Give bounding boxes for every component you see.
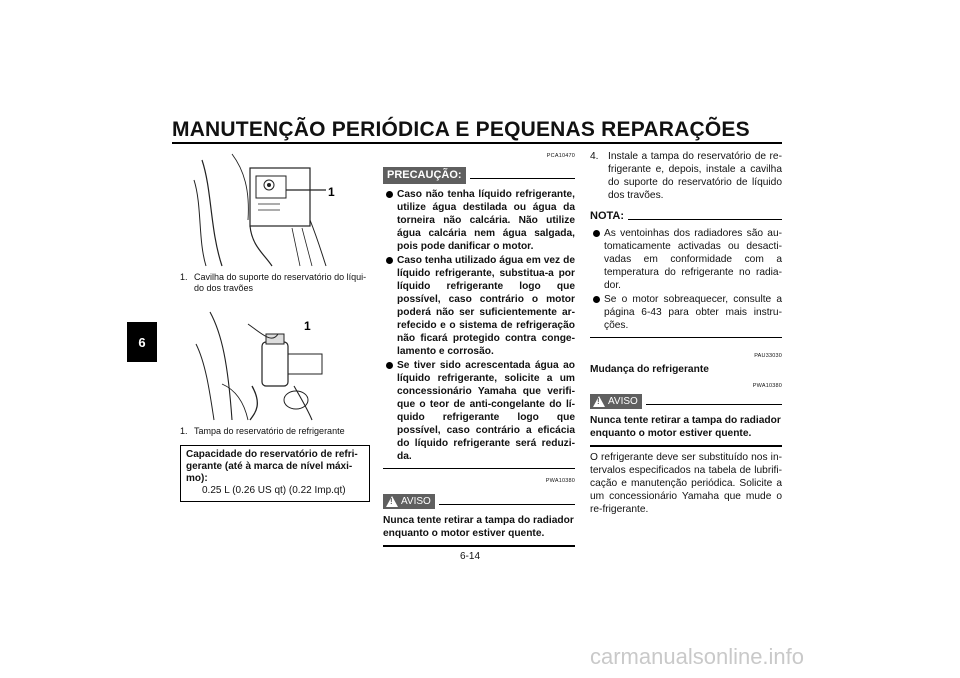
figure2-caption-num: 1. xyxy=(180,426,188,436)
nota-heading-line xyxy=(628,219,782,220)
coolant-capacity-box xyxy=(180,445,370,502)
warning2-label: AVISO xyxy=(608,396,638,407)
figure2-callout: 1 xyxy=(304,319,311,333)
figure-brake-reservoir-bolt xyxy=(192,150,342,268)
coolant-change-paragraph: O refrigerante deve ser substituído nos in-tervalos especificados na tabela de lubrifi-cação e manutenção periódica. Solicite a um concessionário Yamaha que mude o re-frigerante. xyxy=(590,452,782,515)
warning2-heading xyxy=(590,394,782,409)
right-column xyxy=(590,150,782,516)
caution-code: PCA10470 xyxy=(546,153,575,159)
nota-end-rule xyxy=(590,337,782,338)
spec-title: Capacidade do reservatório de refri-gerante (até à marca de nível máxi-mo): xyxy=(186,449,358,484)
figure1-caption-text: Cavilha do suporte do reservatório do líqui-do dos travões xyxy=(194,272,367,293)
caution-end-rule xyxy=(383,468,575,469)
caution-heading-line xyxy=(470,178,575,179)
caution-item: Se tiver sido acrescentada água ao líquido refrigerante, solicite a um concessionário Yamaha que verifi-que o teor de anti-congelante do lí-quido refrigerante logo que possível, caso contrário a eficácia do líquido refrigerante será reduzi-da. xyxy=(383,359,575,463)
step-4-text: Instale a tampa do reservatório de re-frigerante e, depois, instale a cavilha do suporte do reservatório de líquido dos travões. xyxy=(608,151,782,201)
warning1-badge xyxy=(383,494,435,509)
warning1-text: Nunca tente retirar a tampa do radiador enquanto o motor estiver quente. xyxy=(383,515,574,539)
warning2-heading-line xyxy=(646,404,782,405)
figure1-callout: 1 xyxy=(328,185,335,199)
caution-list xyxy=(383,188,575,463)
spec-value: 0.25 L (0.26 US qt) (0.22 Imp.qt) xyxy=(202,485,346,496)
section-code: PAU33030 xyxy=(754,353,782,359)
left-column xyxy=(180,150,370,502)
step-4 xyxy=(590,150,782,202)
warning-triangle-icon: ! xyxy=(386,496,398,507)
warning1-end-rule xyxy=(383,545,575,547)
warning1-code: PWA10380 xyxy=(545,478,575,484)
warning2-end-rule xyxy=(590,445,782,447)
figure1-caption xyxy=(180,272,370,294)
page-title: MANUTENÇÃO PERIÓDICA E PEQUENAS REPARAÇÕES xyxy=(172,118,750,141)
warning1-label: AVISO xyxy=(401,496,431,507)
warning-triangle-icon: ! xyxy=(593,396,605,407)
nota-item: Se o motor sobreaquecer, consulte a página 6-43 para obter mais instru-ções. xyxy=(590,293,782,332)
nota-list xyxy=(590,227,782,332)
figure-coolant-reservoir-cap xyxy=(192,304,342,422)
chapter-tab: 6 xyxy=(127,322,157,362)
caution-item: Caso não tenha líquido refrigerante, utilize água destilada ou água da torneira não calcária. Não utilize água calcária nem água salgada, pois pode danificar o motor. xyxy=(383,188,575,253)
caution-label: PRECAUÇÃO: xyxy=(383,167,466,184)
section-title: Mudança do refrigerante xyxy=(590,364,709,375)
nota-heading xyxy=(590,210,782,223)
figure2-caption xyxy=(180,426,370,437)
caution-heading xyxy=(383,167,575,184)
warning1-heading xyxy=(383,494,575,509)
warning2-code: PWA10380 xyxy=(752,383,782,389)
watermark: carmanualsonline.info xyxy=(590,644,805,669)
title-rule xyxy=(172,142,782,144)
middle-column xyxy=(383,150,575,551)
warning2-badge xyxy=(590,394,642,409)
figure1-caption-num: 1. xyxy=(180,272,188,282)
figure2-caption-text: Tampa do reservatório de refrigerante xyxy=(194,426,345,436)
caution-item: Caso tenha utilizado água em vez de líquido refrigerante, substitua-a por líquido refrigerante logo que possível, caso contrário o motor poderá não ser suficientemente ar-refecido e o sistema de refrigeração não ficará protegido contra conge-lamento e corrosão. xyxy=(383,254,575,358)
warning2-text: Nunca tente retirar a tampa do radiador enquanto o motor estiver quente. xyxy=(590,415,781,439)
nota-label: NOTA: xyxy=(590,210,625,222)
warning1-heading-line xyxy=(439,504,575,505)
step-4-num: 4. xyxy=(590,151,599,162)
page-number: 6-14 xyxy=(460,551,481,562)
nota-item: As ventoinhas dos radiadores são au-tomaticamente activadas ou desacti-vadas em conformidade com a temperatura do refrigerante no radia-dor. xyxy=(590,227,782,292)
